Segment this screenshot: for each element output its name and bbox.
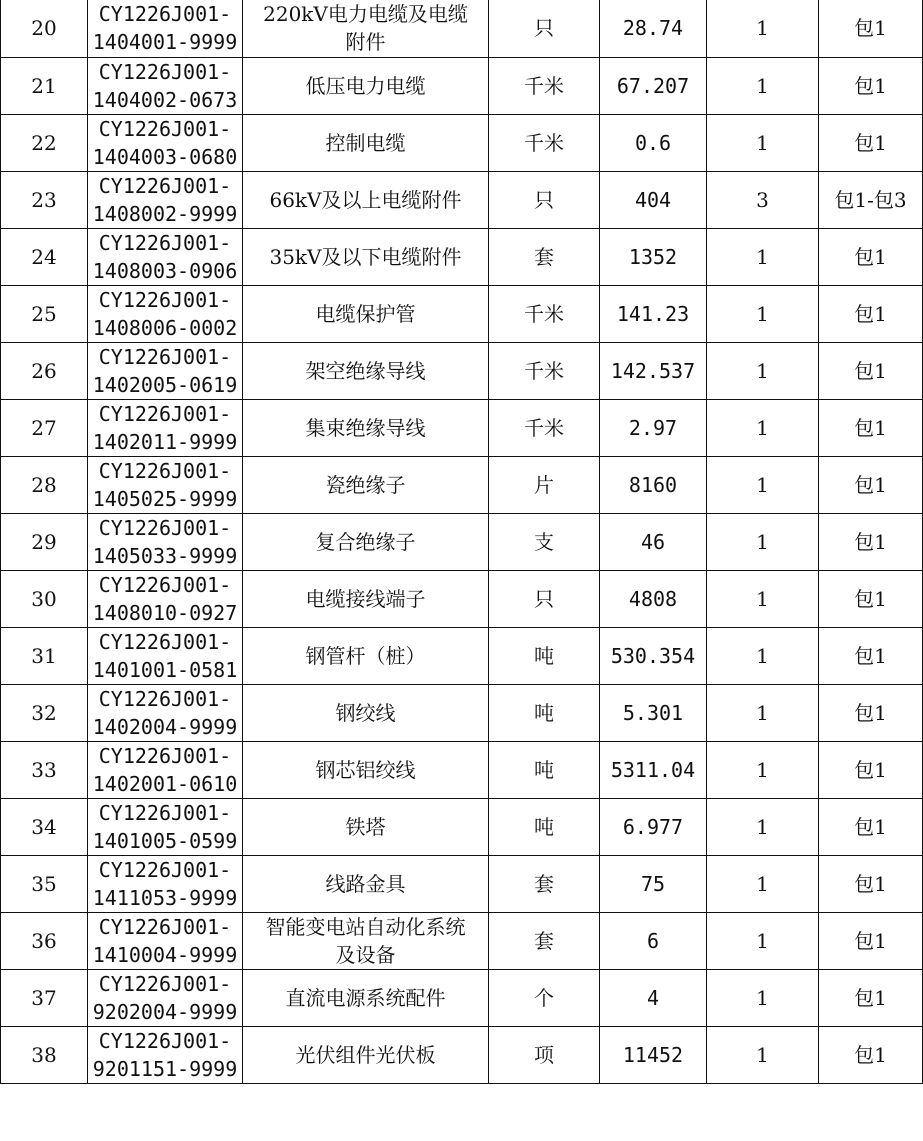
quantity: 530.354 bbox=[600, 627, 707, 684]
row-number: 21 bbox=[1, 57, 88, 114]
row-number: 26 bbox=[1, 342, 88, 399]
package: 包1 bbox=[819, 399, 923, 456]
quantity: 5311.04 bbox=[600, 741, 707, 798]
row-number: 29 bbox=[1, 513, 88, 570]
package: 包1 bbox=[819, 1026, 923, 1083]
quantity: 75 bbox=[600, 855, 707, 912]
package: 包1 bbox=[819, 798, 923, 855]
material-code-line: CY1226J001- bbox=[98, 515, 232, 540]
material-code-line: 1405033-9999 bbox=[92, 543, 238, 568]
unit: 千米 bbox=[489, 399, 600, 456]
material-code bbox=[88, 570, 243, 627]
table-body bbox=[1, 0, 923, 1083]
material-name-line: 控制电缆 bbox=[325, 130, 406, 155]
table-row bbox=[1, 627, 923, 684]
material-code-line: 1402005-0619 bbox=[92, 372, 238, 397]
row-number: 36 bbox=[1, 912, 88, 969]
lot-count: 1 bbox=[707, 855, 819, 912]
quantity: 5.301 bbox=[600, 684, 707, 741]
material-code bbox=[88, 912, 243, 969]
table-row bbox=[1, 342, 923, 399]
lot-count: 1 bbox=[707, 912, 819, 969]
unit: 只 bbox=[489, 570, 600, 627]
material-name-line: 附件 bbox=[345, 30, 386, 55]
row-number: 22 bbox=[1, 114, 88, 171]
material-code-line: CY1226J001- bbox=[98, 173, 232, 198]
row-number: 25 bbox=[1, 285, 88, 342]
material-code-line: CY1226J001- bbox=[98, 401, 232, 426]
quantity: 67.207 bbox=[600, 57, 707, 114]
material-name bbox=[243, 1026, 489, 1083]
material-name bbox=[243, 855, 489, 912]
material-code-line: 9201151-9999 bbox=[92, 1056, 238, 1081]
lot-count: 3 bbox=[707, 171, 819, 228]
material-name bbox=[243, 342, 489, 399]
unit: 支 bbox=[489, 513, 600, 570]
quantity: 8160 bbox=[600, 456, 707, 513]
lot-count: 1 bbox=[707, 456, 819, 513]
package: 包1 bbox=[819, 342, 923, 399]
unit: 项 bbox=[489, 1026, 600, 1083]
material-code bbox=[88, 171, 243, 228]
lot-count: 1 bbox=[707, 0, 819, 57]
table-row bbox=[1, 399, 923, 456]
table-row bbox=[1, 228, 923, 285]
package: 包1 bbox=[819, 741, 923, 798]
material-code-line: 1402011-9999 bbox=[92, 429, 238, 454]
material-name-line: 35kV及以下电缆附件 bbox=[269, 244, 462, 269]
quantity: 28.74 bbox=[600, 0, 707, 57]
material-code bbox=[88, 627, 243, 684]
lot-count: 1 bbox=[707, 114, 819, 171]
row-number: 34 bbox=[1, 798, 88, 855]
material-code bbox=[88, 855, 243, 912]
table-row bbox=[1, 798, 923, 855]
material-name-line: 低压电力电缆 bbox=[305, 73, 426, 98]
material-code-line: 1408010-0927 bbox=[92, 600, 238, 625]
package: 包1 bbox=[819, 684, 923, 741]
package: 包1 bbox=[819, 570, 923, 627]
material-code-line: 1408002-9999 bbox=[92, 201, 238, 226]
material-code-line: 1401005-0599 bbox=[92, 828, 238, 853]
material-code bbox=[88, 57, 243, 114]
package: 包1 bbox=[819, 456, 923, 513]
material-name bbox=[243, 741, 489, 798]
material-name bbox=[243, 684, 489, 741]
material-code-line: CY1226J001- bbox=[98, 59, 232, 84]
unit: 吨 bbox=[489, 798, 600, 855]
package: 包1 bbox=[819, 114, 923, 171]
quantity: 142.537 bbox=[600, 342, 707, 399]
material-code-line: CY1226J001- bbox=[98, 572, 232, 597]
table-row bbox=[1, 684, 923, 741]
quantity: 6 bbox=[600, 912, 707, 969]
lot-count: 1 bbox=[707, 342, 819, 399]
material-name-line: 220kV电力电缆及电缆 bbox=[263, 2, 468, 27]
unit: 个 bbox=[489, 969, 600, 1026]
material-name-line: 复合绝缘子 bbox=[315, 529, 416, 554]
material-name bbox=[243, 456, 489, 513]
lot-count: 1 bbox=[707, 1026, 819, 1083]
material-code-line: CY1226J001- bbox=[98, 230, 232, 255]
lot-count: 1 bbox=[707, 798, 819, 855]
lot-count: 1 bbox=[707, 627, 819, 684]
lot-count: 1 bbox=[707, 57, 819, 114]
material-name-line: 集束绝缘导线 bbox=[305, 415, 426, 440]
material-code bbox=[88, 228, 243, 285]
material-code-line: 1405025-9999 bbox=[92, 486, 238, 511]
material-name-line: 电缆接线端子 bbox=[305, 586, 426, 611]
row-number: 20 bbox=[1, 0, 88, 57]
package: 包1 bbox=[819, 0, 923, 57]
material-name bbox=[243, 114, 489, 171]
material-code-line: 1408003-0906 bbox=[92, 258, 238, 283]
table-row bbox=[1, 1026, 923, 1083]
quantity: 4 bbox=[600, 969, 707, 1026]
lot-count: 1 bbox=[707, 285, 819, 342]
material-code-line: 1404001-9999 bbox=[92, 30, 238, 55]
material-code-line: CY1226J001- bbox=[98, 971, 232, 996]
package: 包1 bbox=[819, 285, 923, 342]
row-number: 30 bbox=[1, 570, 88, 627]
lot-count: 1 bbox=[707, 399, 819, 456]
unit: 千米 bbox=[489, 342, 600, 399]
material-code bbox=[88, 285, 243, 342]
material-code-line: CY1226J001- bbox=[98, 2, 232, 27]
unit: 千米 bbox=[489, 114, 600, 171]
unit: 吨 bbox=[489, 741, 600, 798]
material-code-line: CY1226J001- bbox=[98, 1028, 232, 1053]
row-number: 24 bbox=[1, 228, 88, 285]
unit: 套 bbox=[489, 855, 600, 912]
quantity: 4808 bbox=[600, 570, 707, 627]
quantity: 1352 bbox=[600, 228, 707, 285]
table-row bbox=[1, 285, 923, 342]
material-name bbox=[243, 399, 489, 456]
quantity: 404 bbox=[600, 171, 707, 228]
material-code bbox=[88, 0, 243, 57]
unit: 只 bbox=[489, 171, 600, 228]
table-row bbox=[1, 570, 923, 627]
material-name bbox=[243, 969, 489, 1026]
material-name-line: 电缆保护管 bbox=[315, 301, 416, 326]
row-number: 38 bbox=[1, 1026, 88, 1083]
material-code-line: CY1226J001- bbox=[98, 287, 232, 312]
quantity: 11452 bbox=[600, 1026, 707, 1083]
package: 包1 bbox=[819, 228, 923, 285]
quantity: 46 bbox=[600, 513, 707, 570]
table-row bbox=[1, 114, 923, 171]
material-code bbox=[88, 684, 243, 741]
package: 包1 bbox=[819, 513, 923, 570]
package: 包1 bbox=[819, 627, 923, 684]
material-code bbox=[88, 969, 243, 1026]
material-code bbox=[88, 798, 243, 855]
unit: 只 bbox=[489, 0, 600, 57]
quantity: 6.977 bbox=[600, 798, 707, 855]
material-name-line: 线路金具 bbox=[325, 871, 406, 896]
material-name-line: 直流电源系统配件 bbox=[285, 985, 446, 1010]
material-name bbox=[243, 570, 489, 627]
material-code bbox=[88, 1026, 243, 1083]
row-number: 23 bbox=[1, 171, 88, 228]
material-name bbox=[243, 57, 489, 114]
table-row bbox=[1, 57, 923, 114]
unit: 吨 bbox=[489, 684, 600, 741]
material-code bbox=[88, 342, 243, 399]
row-number: 31 bbox=[1, 627, 88, 684]
material-name-line: 架空绝缘导线 bbox=[305, 358, 426, 383]
material-code-line: CY1226J001- bbox=[98, 116, 232, 141]
material-code-line: CY1226J001- bbox=[98, 344, 232, 369]
row-number: 28 bbox=[1, 456, 88, 513]
material-name-line: 钢管杆（桩） bbox=[305, 643, 426, 668]
package: 包1 bbox=[819, 912, 923, 969]
table-row bbox=[1, 513, 923, 570]
material-name-line: 光伏组件光伏板 bbox=[295, 1042, 436, 1067]
material-code-line: CY1226J001- bbox=[98, 800, 232, 825]
table-row bbox=[1, 969, 923, 1026]
lot-count: 1 bbox=[707, 228, 819, 285]
material-name bbox=[243, 171, 489, 228]
table-row bbox=[1, 912, 923, 969]
material-code-line: CY1226J001- bbox=[98, 914, 232, 939]
material-code-line: 1411053-9999 bbox=[92, 885, 238, 910]
lot-count: 1 bbox=[707, 741, 819, 798]
quantity: 0.6 bbox=[600, 114, 707, 171]
material-code-line: CY1226J001- bbox=[98, 458, 232, 483]
row-number: 32 bbox=[1, 684, 88, 741]
table-row bbox=[1, 855, 923, 912]
material-name-line: 钢绞线 bbox=[335, 700, 396, 725]
material-code-line: 1402001-0610 bbox=[92, 771, 238, 796]
material-name-line: 及设备 bbox=[335, 942, 396, 967]
unit: 吨 bbox=[489, 627, 600, 684]
material-code-line: 1408006-0002 bbox=[92, 315, 238, 340]
material-name-line: 智能变电站自动化系统 bbox=[265, 914, 466, 939]
material-code bbox=[88, 114, 243, 171]
material-code-line: 1404003-0680 bbox=[92, 144, 238, 169]
material-code-line: CY1226J001- bbox=[98, 629, 232, 654]
row-number: 27 bbox=[1, 399, 88, 456]
material-name bbox=[243, 0, 489, 57]
material-code-line: 1401001-0581 bbox=[92, 657, 238, 682]
row-number: 33 bbox=[1, 741, 88, 798]
unit: 千米 bbox=[489, 57, 600, 114]
lot-count: 1 bbox=[707, 969, 819, 1026]
package: 包1 bbox=[819, 969, 923, 1026]
material-code-line: 1410004-9999 bbox=[92, 942, 238, 967]
material-code-line: 9202004-9999 bbox=[92, 999, 238, 1024]
unit: 套 bbox=[489, 228, 600, 285]
material-code bbox=[88, 513, 243, 570]
material-name bbox=[243, 228, 489, 285]
material-name bbox=[243, 798, 489, 855]
material-name bbox=[243, 285, 489, 342]
material-code bbox=[88, 456, 243, 513]
unit: 千米 bbox=[489, 285, 600, 342]
lot-count: 1 bbox=[707, 513, 819, 570]
material-name-line: 66kV及以上电缆附件 bbox=[269, 187, 462, 212]
material-code-line: CY1226J001- bbox=[98, 686, 232, 711]
material-name bbox=[243, 912, 489, 969]
package: 包1 bbox=[819, 855, 923, 912]
material-code bbox=[88, 741, 243, 798]
lot-count: 1 bbox=[707, 570, 819, 627]
material-code-line: 1402004-9999 bbox=[92, 714, 238, 739]
material-name-line: 瓷绝缘子 bbox=[325, 472, 406, 497]
table-row bbox=[1, 171, 923, 228]
unit: 套 bbox=[489, 912, 600, 969]
material-name-line: 铁塔 bbox=[345, 814, 386, 839]
lot-count: 1 bbox=[707, 684, 819, 741]
material-code-line: CY1226J001- bbox=[98, 743, 232, 768]
table-row bbox=[1, 0, 923, 57]
material-name bbox=[243, 513, 489, 570]
material-name-line: 钢芯铝绞线 bbox=[315, 757, 416, 782]
table-row bbox=[1, 741, 923, 798]
package: 包1 bbox=[819, 57, 923, 114]
row-number: 37 bbox=[1, 969, 88, 1026]
material-code-line: CY1226J001- bbox=[98, 857, 232, 882]
package: 包1-包3 bbox=[819, 171, 923, 228]
material-code-line: 1404002-0673 bbox=[92, 87, 238, 112]
quantity: 141.23 bbox=[600, 285, 707, 342]
material-code bbox=[88, 399, 243, 456]
material-name bbox=[243, 627, 489, 684]
quantity: 2.97 bbox=[600, 399, 707, 456]
table-row bbox=[1, 456, 923, 513]
row-number: 35 bbox=[1, 855, 88, 912]
unit: 片 bbox=[489, 456, 600, 513]
